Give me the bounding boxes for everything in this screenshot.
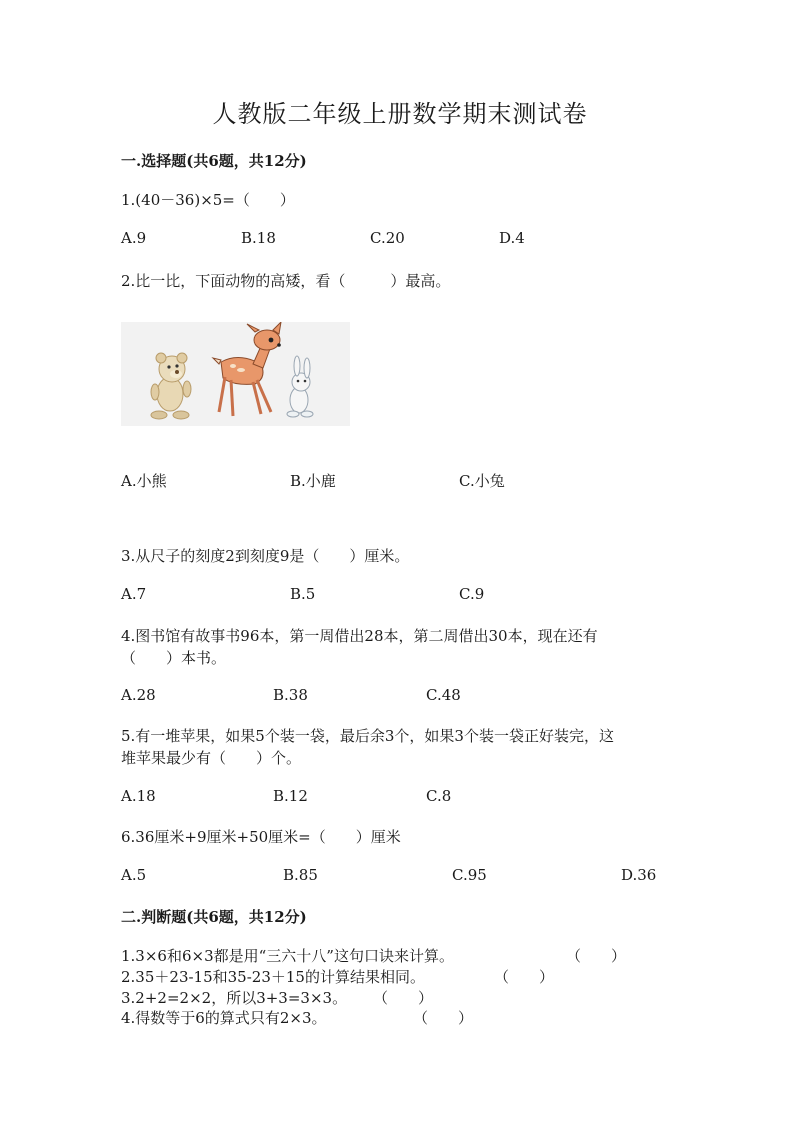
q2-option-b: B.小鹿 [290, 472, 336, 490]
q1-option-b: B.18 [241, 229, 276, 247]
page-title: 人教版二年级上册数学期末测试卷 [212, 100, 588, 128]
judge-item-3: 3.2+2=2×2，所以3+3=3×3。 [121, 989, 348, 1007]
section-heading-judge: 二.判断题(共6题，共12分) [121, 908, 307, 926]
q4-option-c: C.48 [426, 686, 461, 704]
q6-option-c: C.95 [452, 866, 487, 884]
question-5-line-1: 5.有一堆苹果，如果5个装一袋，最后余3个，如果3个装一袋正好装完，这 [121, 727, 614, 745]
judge-item-1-paren: （ ） [566, 947, 627, 965]
bear-figure [151, 353, 191, 419]
q5-option-c: C.8 [426, 787, 452, 805]
question-4-line-1: 4.图书馆有故事书96本，第一周借出28本，第二周借出30本，现在还有 [121, 627, 598, 645]
judge-item-4-paren: （ ） [413, 1009, 474, 1027]
q1-option-c: C.20 [370, 229, 405, 247]
q6-option-d: D.36 [621, 866, 657, 884]
q2-option-c: C.小兔 [459, 472, 505, 490]
section-heading-choice: 一.选择题(共6题，共12分) [121, 152, 307, 170]
q2-option-a: A.小熊 [121, 472, 167, 490]
q1-option-d: D.4 [499, 229, 525, 247]
q4-option-b: B.38 [273, 686, 308, 704]
question-6: 6.36厘米+9厘米+50厘米=（ ）厘米 [121, 828, 401, 846]
question-2: 2.比一比，下面动物的高矮，看（ ）最高。 [121, 272, 451, 290]
judge-item-3-paren: （ ） [373, 989, 434, 1007]
judge-item-1: 1.3×6和6×3都是用“三六十八”这句口诀来计算。 [121, 947, 454, 965]
judge-item-2: 2.35＋23-15和35-23＋15的计算结果相同。 [121, 968, 425, 986]
judge-item-2-paren: （ ） [494, 968, 555, 986]
rabbit-figure [287, 356, 313, 417]
judge-item-4: 4.得数等于6的算式只有2×3。 [121, 1009, 327, 1027]
q6-option-a: A.5 [121, 866, 147, 884]
question-4-line-2: （ ）本书。 [121, 649, 227, 667]
q5-option-a: A.18 [121, 787, 156, 805]
question-5-line-2: 堆苹果最少有（ ）个。 [121, 749, 302, 767]
question-3: 3.从尺子的刻度2到刻度9是（ ）厘米。 [121, 547, 410, 565]
animals-illustration [121, 322, 350, 426]
q1-option-a: A.9 [121, 229, 147, 247]
q6-option-b: B.85 [283, 866, 318, 884]
q3-option-c: C.9 [459, 585, 485, 603]
q4-option-a: A.28 [121, 686, 156, 704]
deer-figure [213, 322, 281, 416]
question-1: 1.(40－36)×5=（ ） [121, 191, 295, 209]
q3-option-b: B.5 [290, 585, 316, 603]
q3-option-a: A.7 [121, 585, 147, 603]
q5-option-b: B.12 [273, 787, 308, 805]
